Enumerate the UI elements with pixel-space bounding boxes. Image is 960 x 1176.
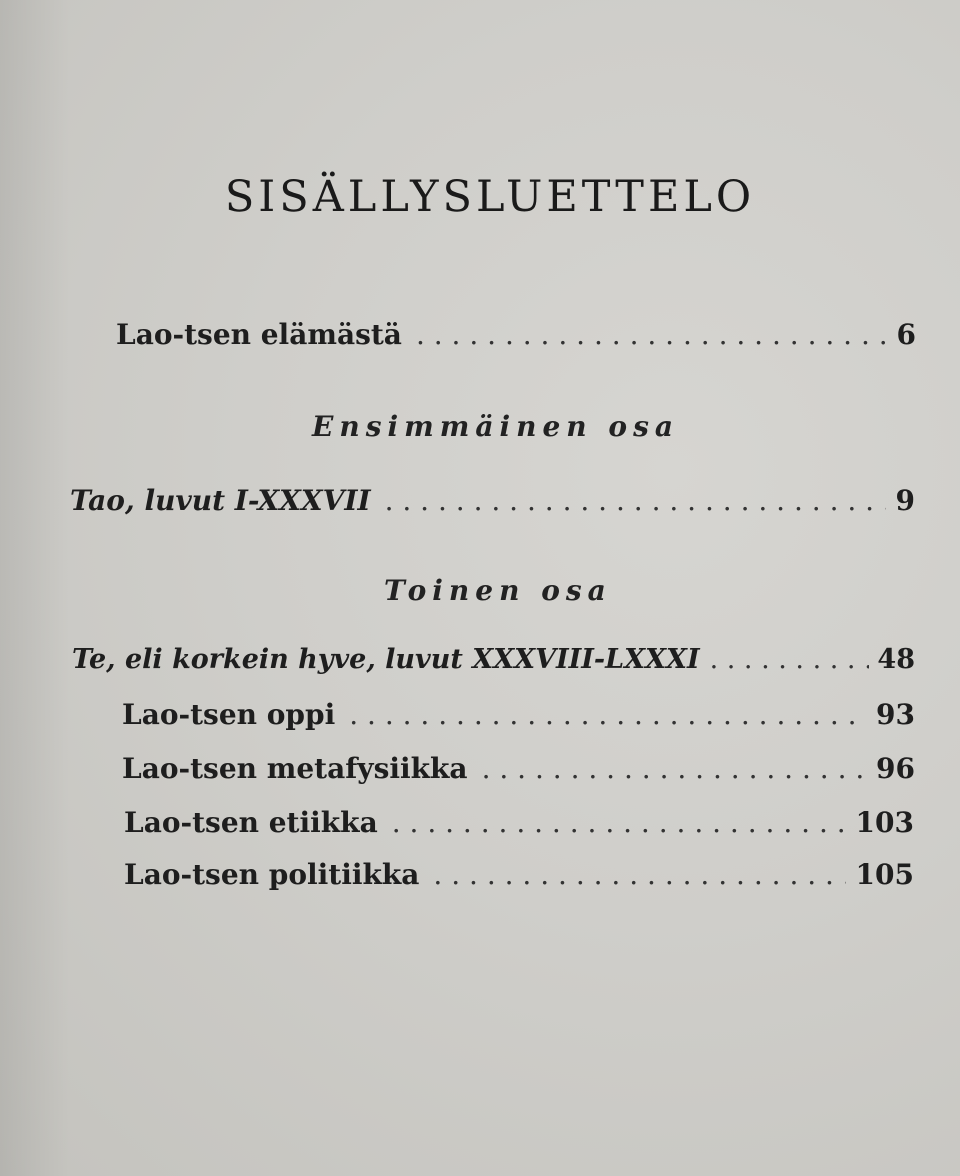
- section-heading-part-two: Toinen osa: [384, 574, 612, 607]
- toc-entry-part-one: [70, 484, 915, 517]
- dot-leader: [385, 484, 886, 517]
- toc-page-number: 48: [877, 644, 915, 675]
- toc-page-number: 9: [895, 484, 915, 517]
- toc-entry-label: Tao, luvut I-XXXVII: [70, 484, 371, 517]
- dot-leader: [433, 858, 845, 891]
- toc-entry-intro: [116, 318, 916, 351]
- dot-leader: [482, 752, 866, 785]
- toc-entry-part-two: [72, 644, 915, 675]
- toc-sub-entry: [122, 698, 915, 731]
- dot-leader: [349, 698, 866, 731]
- toc-entry-label: Te, eli korkein hyve, luvut XXXVIII-LXXXI: [72, 644, 700, 675]
- toc-entry-label: Lao-tsen politiikka: [124, 858, 420, 891]
- toc-page-number: 103: [855, 806, 914, 839]
- toc-entry-label: Lao-tsen metafysiikka: [122, 752, 468, 785]
- toc-page-number: 93: [876, 698, 915, 731]
- toc-entry-label: Lao-tsen etiikka: [124, 806, 378, 839]
- section-heading-part-one: Ensimmäinen osa: [312, 410, 679, 443]
- toc-page-number: 105: [855, 858, 914, 891]
- toc-sub-entry: [124, 858, 914, 891]
- toc-sub-entry: [124, 806, 914, 839]
- toc-entry-label: Lao-tsen elämästä: [116, 318, 402, 351]
- page-title: SISÄLLYSLUETTELO: [224, 172, 756, 222]
- dot-leader: [710, 644, 870, 675]
- toc-entry-label: Lao-tsen oppi: [122, 698, 336, 731]
- toc-page-number: 6: [896, 318, 916, 351]
- dot-leader: [416, 318, 887, 351]
- toc-sub-entry: [122, 752, 915, 785]
- dot-leader: [392, 806, 846, 839]
- toc-page-number: 96: [876, 752, 915, 785]
